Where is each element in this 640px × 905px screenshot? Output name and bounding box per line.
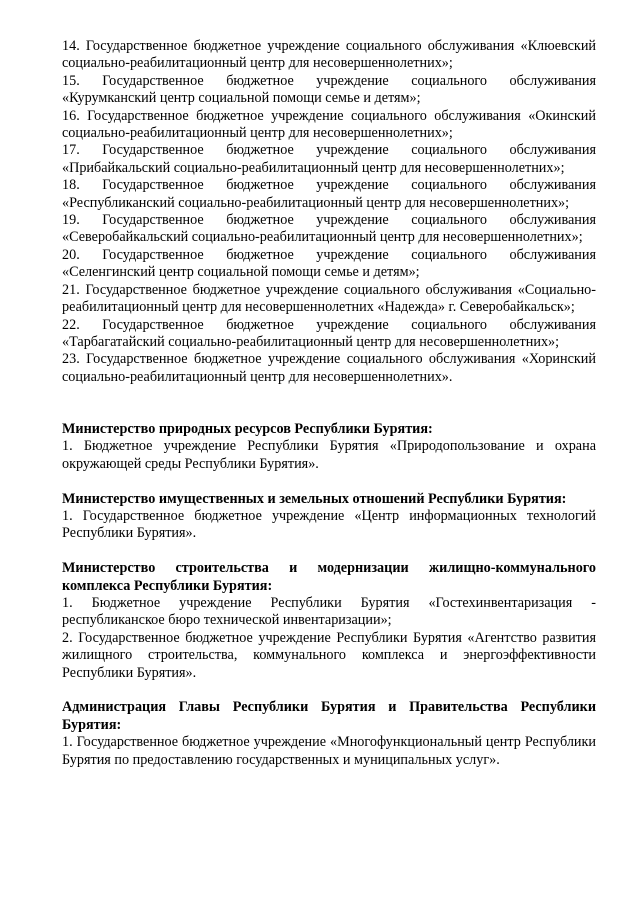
- document-page: [62, 38, 596, 769]
- list-item: 1. Государственное бюджетное учреждение «Многофункциональный центр Республики Бурятия по предоставлению государственных и муниципальных услуг».: [62, 734, 596, 768]
- list-item: 17. Государственное бюджетное учреждение социального обслуживания «Прибайкальский социально-реабилитационный центр для несовершеннолетних»;: [62, 142, 596, 176]
- section-heading: Администрация Главы Республики Бурятия и Правительства Республики Бурятия:: [62, 699, 596, 733]
- list-item: 20. Государственное бюджетное учреждение социального обслуживания «Селенгинский центр социальной помощи семье и детям»;: [62, 246, 596, 281]
- list-item: 15. Государственное бюджетное учреждение социального обслуживания «Курумканский центр социальной помощи семье и детям»;: [62, 72, 596, 107]
- spacer: [62, 473, 596, 490]
- spacer: [62, 682, 596, 699]
- section-heading: Министерство природных ресурсов Республики Бурятия:: [62, 420, 433, 437]
- list-item: 1. Бюджетное учреждение Республики Бурятия «Природопользование и охрана окружающей среды Республики Бурятия».: [62, 438, 596, 472]
- list-continued: [62, 38, 596, 386]
- list-item: 18. Государственное бюджетное учреждение социального обслуживания «Республиканский социально-реабилитационный центр для несовершеннолетних»;: [62, 177, 596, 211]
- section-heading: Министерство имущественных и земельных отношений Республики Бурятия:: [62, 490, 567, 507]
- section-natural-resources: [62, 421, 596, 473]
- spacer: [62, 404, 596, 421]
- section-property-relations: [62, 491, 596, 543]
- list-item: 23. Государственное бюджетное учреждение социального обслуживания «Хоринский социально-реабилитационный центр для несовершеннолетних».: [62, 351, 596, 385]
- section-construction: [62, 560, 596, 682]
- section-heading: Министерство строительства и модернизации жилищно-коммунального комплекса Республики Бурятия:: [62, 560, 596, 594]
- spacer: [62, 386, 596, 403]
- spacer: [62, 543, 596, 560]
- list-item: 14. Государственное бюджетное учреждение социального обслуживания «Клюевский социально-реабилитационный центр для несовершеннолетних»;: [62, 38, 596, 72]
- list-item: 21. Государственное бюджетное учреждение социального обслуживания «Социально-реабилитационный центр для несовершеннолетних «Надежда» г. Северобайкальск»;: [62, 281, 596, 316]
- list-item: 22. Государственное бюджетное учреждение социального обслуживания «Тарбагатайский социально-реабилитационный центр для несовершеннолетних»;: [62, 316, 596, 350]
- list-item: 19. Государственное бюджетное учреждение социального обслуживания «Северобайкальский социально-реабилитационный центр для несовершеннолетних»;: [62, 212, 596, 246]
- list-item: 2. Государственное бюджетное учреждение Республики Бурятия «Агентство развития жилищного строительства, коммунального комплекса и энергоэффективности Республики Бурятия».: [62, 629, 596, 681]
- section-administration: [62, 699, 596, 769]
- list-item: 1. Бюджетное учреждение Республики Бурятия «Гостехинвентаризация - республиканское бюро технической инвентаризации»;: [62, 594, 596, 629]
- list-item: 16. Государственное бюджетное учреждение социального обслуживания «Окинский социально-реабилитационный центр для несовершеннолетних»;: [62, 107, 596, 142]
- list-item: 1. Государственное бюджетное учреждение «Центр информационных технологий Республики Бурятия».: [62, 507, 596, 542]
